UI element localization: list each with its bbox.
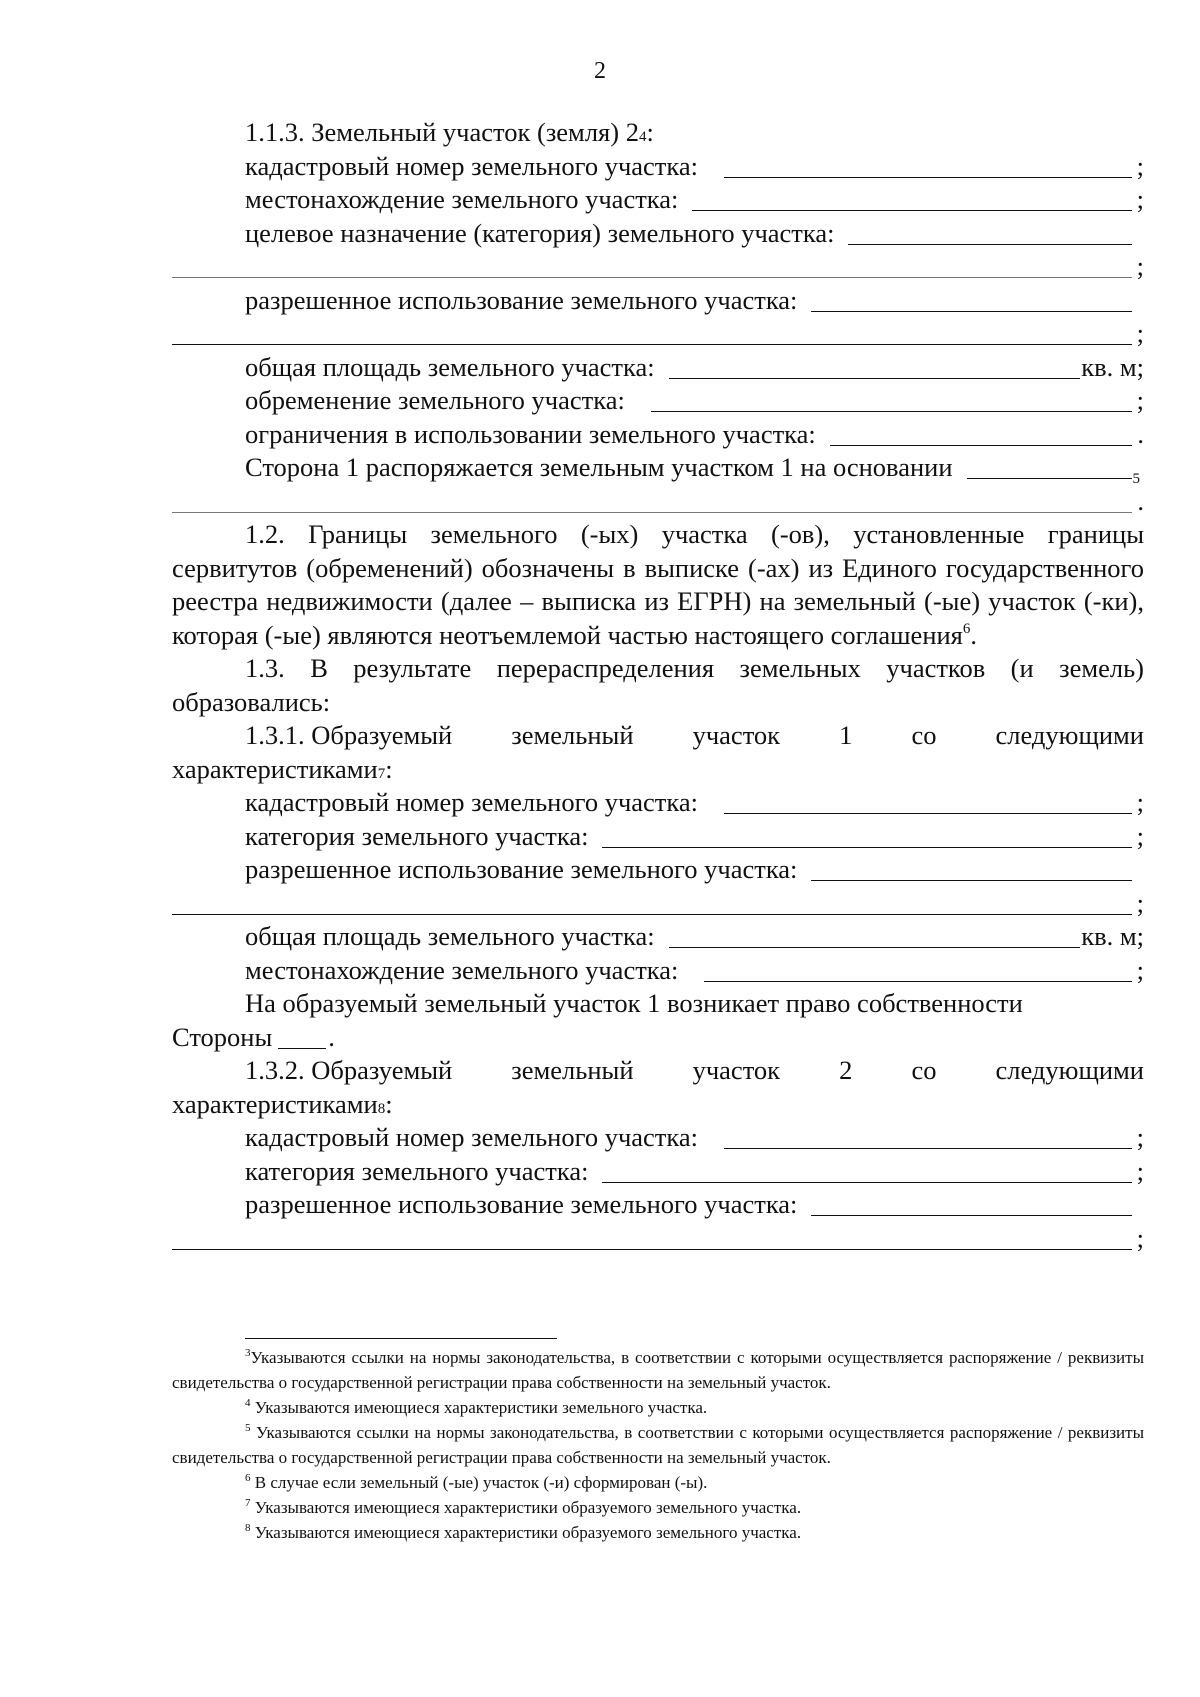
ownership-party: Стороны . xyxy=(172,1021,335,1052)
footnote-number: 8 xyxy=(245,1522,251,1534)
blank-line xyxy=(602,1182,1131,1183)
field-cadastral-number: кадастровый номер земельного участка: ; xyxy=(172,786,1144,820)
footnote: $^7$ Указываются имеющиеся характеристики образуемого земельного участка. xyxy=(245,1497,802,1517)
field-cadastral-number: кадастровый номер земельного участка: ; xyxy=(172,1121,1144,1155)
blank-line xyxy=(172,344,1132,345)
field-label: ограничения в использовании земельного участка: xyxy=(245,418,816,449)
blank-line xyxy=(811,1215,1131,1216)
blank-line xyxy=(811,311,1131,312)
blank-line xyxy=(172,1249,1132,1250)
blank-line xyxy=(172,277,1132,278)
field-label: местонахождение земельного участка: xyxy=(245,184,679,214)
field-category: категория земельного участка: ; xyxy=(172,1155,1144,1189)
field-purpose xyxy=(172,217,1144,251)
blank-line xyxy=(692,210,1131,211)
footnote: $^4$ Указываются имеющиеся характеристики земельного участка. xyxy=(245,1397,708,1417)
footnote: $^3$Указываются ссылки на нормы законодательства, в соответствии с которыми осуществляется распоряжение / реквизиты свидетельства о государственной регистрации права собственности на земельный участок. xyxy=(172,1347,1144,1392)
area-unit: кв. м; xyxy=(1081,351,1144,382)
blank-line xyxy=(704,981,1131,982)
footnote-separator xyxy=(245,1338,557,1339)
footnote-number: 6 xyxy=(245,1472,251,1484)
field-location: местонахождение земельного участка: ; xyxy=(172,954,1144,988)
field-permitted-use xyxy=(172,853,1144,887)
blank-line xyxy=(602,847,1131,848)
footnote-number: 7 xyxy=(245,1497,251,1509)
blank-line xyxy=(172,914,1132,915)
field-label: кадастровый номер земельного участка: xyxy=(245,787,698,817)
heading-text: 1.1.3. Земельный участок (земля) 2 xyxy=(245,117,639,147)
blank-line xyxy=(967,478,1133,479)
field-permitted-use xyxy=(172,1188,1144,1222)
field-restrictions: ограничения в использовании земельного участка: . xyxy=(172,418,1144,452)
footnote-number: 3 xyxy=(245,1347,251,1359)
section-1-3-1-heading: 1.3.1. Образуемый земельный участок 1 со следующими xyxy=(245,720,1144,750)
field-label: обременение земельного участка: xyxy=(245,385,625,415)
field-basis xyxy=(172,451,1144,485)
footnote: $^6$ В случае если земельный (-ые) участок (-и) сформирован (-ы). xyxy=(245,1472,708,1492)
field-permitted-use-continuation: ; xyxy=(172,887,1144,921)
section-1-3-2-heading: 1.3.2. Образуемый земельный участок 2 со следующими xyxy=(245,1055,1144,1085)
field-label: категория земельного участка: xyxy=(245,1155,589,1186)
ownership-statement: На образуемый земельный участок 1 возникает право собственности xyxy=(245,988,1023,1018)
field-location: местонахождение земельного участка: ; xyxy=(172,183,1144,217)
field-area xyxy=(172,351,1144,385)
footnote-number: 4 xyxy=(245,1397,251,1409)
field-basis-continuation: 5 . xyxy=(172,485,1144,519)
footnotes xyxy=(172,1345,1144,1545)
field-label: кадастровый номер земельного участка: xyxy=(245,150,698,181)
blank-line xyxy=(651,411,1132,412)
blank-line xyxy=(724,177,1132,178)
blank-line xyxy=(811,880,1131,881)
field-permitted-use xyxy=(172,284,1144,318)
field-label: общая площадь земельного участка: xyxy=(245,921,655,951)
blank-line xyxy=(669,947,1081,948)
paragraph-1-3: 1.3. В результате перераспределения земельных участков (и земель) образовались: xyxy=(172,653,1144,717)
field-label: разрешенное использование земельного участка: xyxy=(245,854,798,884)
area-unit: кв. м; xyxy=(1081,921,1144,951)
field-encumbrance: обременение земельного участка: ; xyxy=(172,384,1144,418)
footnote-number: 5 xyxy=(245,1422,251,1434)
field-label: общая площадь земельного участка: xyxy=(245,351,655,382)
field-cadastral-number: кадастровый номер земельного участка: ; xyxy=(172,150,1144,184)
blank-line xyxy=(669,378,1081,379)
blank-line xyxy=(278,1048,326,1049)
field-label: категория земельного участка: xyxy=(245,820,589,851)
document-body xyxy=(172,116,1144,1255)
field-label: разрешенное использование земельного участка: xyxy=(245,284,798,315)
section-1-3-1-heading-cont: характеристиками 7 : xyxy=(172,753,393,784)
field-label: целевое назначение (категория) земельного участка: xyxy=(245,217,835,248)
page-number: 2 xyxy=(594,58,606,84)
blank-line xyxy=(848,244,1131,245)
section-1-1-3-heading: 1.1.3. Земельный участок (земля) 2 4 : xyxy=(172,116,1144,150)
footnote-ref: 6 xyxy=(962,620,971,637)
footnote: $^5$ Указываются ссылки на нормы законодательства, в соответствии с которыми осуществляется распоряжение / реквизиты свидетельства о государственной регистрации права собственности на земельный участок. xyxy=(172,1422,1144,1467)
field-category: категория земельного участка: ; xyxy=(172,820,1144,854)
field-label: кадастровый номер земельного участка: xyxy=(245,1122,698,1152)
field-permitted-use-continuation: ; xyxy=(172,1222,1144,1256)
field-purpose-continuation: ; xyxy=(172,250,1144,284)
field-permitted-use-continuation: ; xyxy=(172,317,1144,351)
blank-line xyxy=(724,1148,1132,1149)
field-label: местонахождение земельного участка: xyxy=(245,954,679,985)
footnote: $^8$ Указываются имеющиеся характеристики образуемого земельного участка. xyxy=(245,1522,802,1542)
field-label: разрешенное использование земельного участка: xyxy=(245,1189,798,1219)
section-1-3-2-heading-cont: характеристиками 8 : xyxy=(172,1088,393,1119)
blank-line xyxy=(830,445,1133,446)
paragraph-1-2: 1.2. Границы земельного (-ых) участка (-ов), установленные границы сервитутов (обременений) обозначены в выписке (-ах) из Единого государственного реестра недвижимости (далее – выписка из ЕГРН) на земельный (-ые) участок (-ки), которая (-ые) являются неотъемлемой частью настоящего соглашения$^6$. xyxy=(172,519,1144,650)
field-label: Сторона 1 распоряжается земельным участком 1 на основании xyxy=(245,452,953,482)
blank-line xyxy=(724,813,1132,814)
blank-line xyxy=(172,512,1132,513)
field-area xyxy=(172,920,1144,954)
